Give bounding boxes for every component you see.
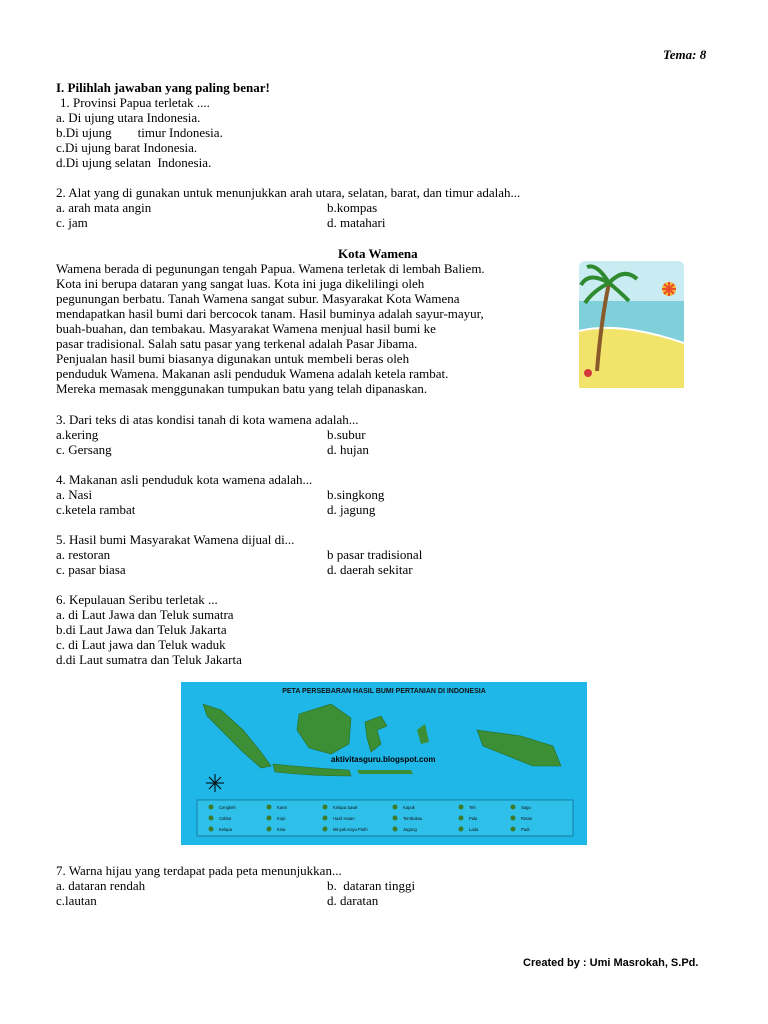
q7-option-a: a. dataran rendah: [56, 878, 146, 893]
legend-item: Kelapa: [219, 827, 233, 832]
question-6: 6. Kepulauan Seribu terletak ...: [56, 592, 218, 607]
passage-line: Penjualan hasil bumi biasanya digunakan untuk membeli beras oleh: [56, 351, 410, 366]
q6-option-b: b.di Laut Jawa dan Teluk Jakarta: [56, 622, 227, 637]
q7-option-b: b. dataran tinggi: [327, 878, 416, 893]
q1-option-b: b.Di ujung timur Indonesia.: [56, 125, 223, 140]
legend-item: Coklat: [219, 816, 231, 821]
q5-option-a: a. restoran: [56, 547, 111, 562]
q4-option-c: c.ketela rambat: [56, 502, 136, 517]
passage-line: pasar tradisional. Salah satu pasar yang terkenal adalah Pasar Jibama.: [56, 336, 418, 351]
legend-item: Hasil Hutan: [333, 816, 355, 821]
legend-item: Tembakau: [403, 816, 423, 821]
q2-option-c: c. jam: [56, 215, 88, 230]
question-1: 1. Provinsi Papua terletak ....: [60, 95, 210, 110]
question-3: 3. Dari teks di atas kondisi tanah di kota wamena adalah...: [56, 412, 359, 427]
q1-option-a: a. Di ujung utara Indonesia.: [56, 110, 201, 125]
map-title: PETA PERSEBARAN HASIL BUMI PERTANIAN DI INDONESIA: [282, 688, 486, 695]
author-credit: Created by : Umi Masrokah, S.Pd.: [523, 957, 699, 969]
passage-line: Wamena berada di pegunungan tengah Papua. Wamena terletak di lembah Baliem.: [56, 261, 485, 276]
legend-item: Sagu: [521, 805, 531, 810]
passage-line: pegunungan berbatu. Tanah Wamena sangat subur. Masyarakat Kota Wamena: [56, 291, 460, 306]
question-2: 2. Alat yang di gunakan untuk menunjukkan arah utara, selatan, barat, dan timur adalah...: [56, 185, 521, 200]
q4-option-b: b.singkong: [327, 487, 385, 502]
q3-option-d: d. hujan: [327, 442, 369, 457]
q3-option-b: b.subur: [327, 427, 366, 442]
q6-option-a: a. di Laut Jawa dan Teluk sumatra: [56, 607, 234, 622]
q2-option-d: d. matahari: [327, 215, 386, 230]
q5-option-b: b pasar tradisional: [327, 547, 423, 562]
passage-line: penduduk Wamena. Makanan asli penduduk Wamena adalah ketela rambat.: [56, 366, 449, 381]
indonesia-map: [181, 682, 587, 845]
q1-option-d: d.Di ujung selatan Indonesia.: [56, 155, 212, 170]
question-5: 5. Hasil bumi Masyarakat Wamena dijual di...: [56, 532, 295, 547]
passage-line: Kota ini berupa dataran yang sangat luas. Kota ini juga dikelilingi oleh: [56, 276, 425, 291]
legend-item: Minyak Kayu Putih: [333, 827, 368, 832]
beach-illustration: [579, 261, 684, 388]
legend-item: Jagung: [403, 827, 417, 832]
passage-line: Mereka memasak menggunakan tumpukan batu yang telah dipanaskan.: [56, 381, 428, 396]
legend-item: Cengkeh: [219, 805, 236, 810]
q1-option-c: c.Di ujung barat Indonesia.: [56, 140, 198, 155]
passage-line: mendapatkan hasil bumi dari bercocok tanam. Hasil buminya adalah sayur-mayur,: [56, 306, 484, 321]
section-title: I. Pilihlah jawaban yang paling benar!: [56, 80, 270, 95]
q6-option-d: d.di Laut sumatra dan Teluk Jakarta: [56, 652, 242, 667]
q2-option-b: b.kompas: [327, 200, 378, 215]
q4-option-d: d. jagung: [327, 502, 376, 517]
legend-item: Teh: [469, 805, 476, 810]
q7-option-d: d. daratan: [327, 893, 379, 908]
q3-option-a: a.kering: [56, 427, 99, 442]
legend-item: Rotan: [521, 816, 533, 821]
legend-item: Lada: [469, 827, 479, 832]
question-4: 4. Makanan asli penduduk kota wamena adalah...: [56, 472, 313, 487]
passage-line: buah-buahan, dan tembakau. Masyarakat Wamena menjual hasil bumi ke: [56, 321, 436, 336]
legend-item: Padi: [521, 827, 530, 832]
passage-title: Kota Wamena: [338, 246, 418, 261]
map-watermark: aktivitasguru.blogspot.com: [331, 755, 436, 764]
q7-option-c: c.lautan: [56, 893, 97, 908]
theme-label: Tema: 8: [663, 47, 707, 62]
q6-option-c: c. di Laut jawa dan Teluk waduk: [56, 637, 226, 652]
legend-item: Pala: [469, 816, 478, 821]
q5-option-c: c. pasar biasa: [56, 562, 126, 577]
legend-item: Kopi: [277, 816, 286, 821]
q3-option-c: c. Gersang: [56, 442, 112, 457]
q5-option-d: d. daerah sekitar: [327, 562, 413, 577]
q2-option-a: a. arah mata angin: [56, 200, 152, 215]
q4-option-a: a. Nasi: [56, 487, 93, 502]
legend-item: Kina: [277, 827, 286, 832]
legend-item: Karet: [277, 805, 288, 810]
legend-item: Kapuk: [403, 805, 415, 810]
question-7: 7. Warna hijau yang terdapat pada peta menunjukkan...: [56, 863, 342, 878]
legend-item: Kelapa Sawit: [333, 805, 358, 810]
